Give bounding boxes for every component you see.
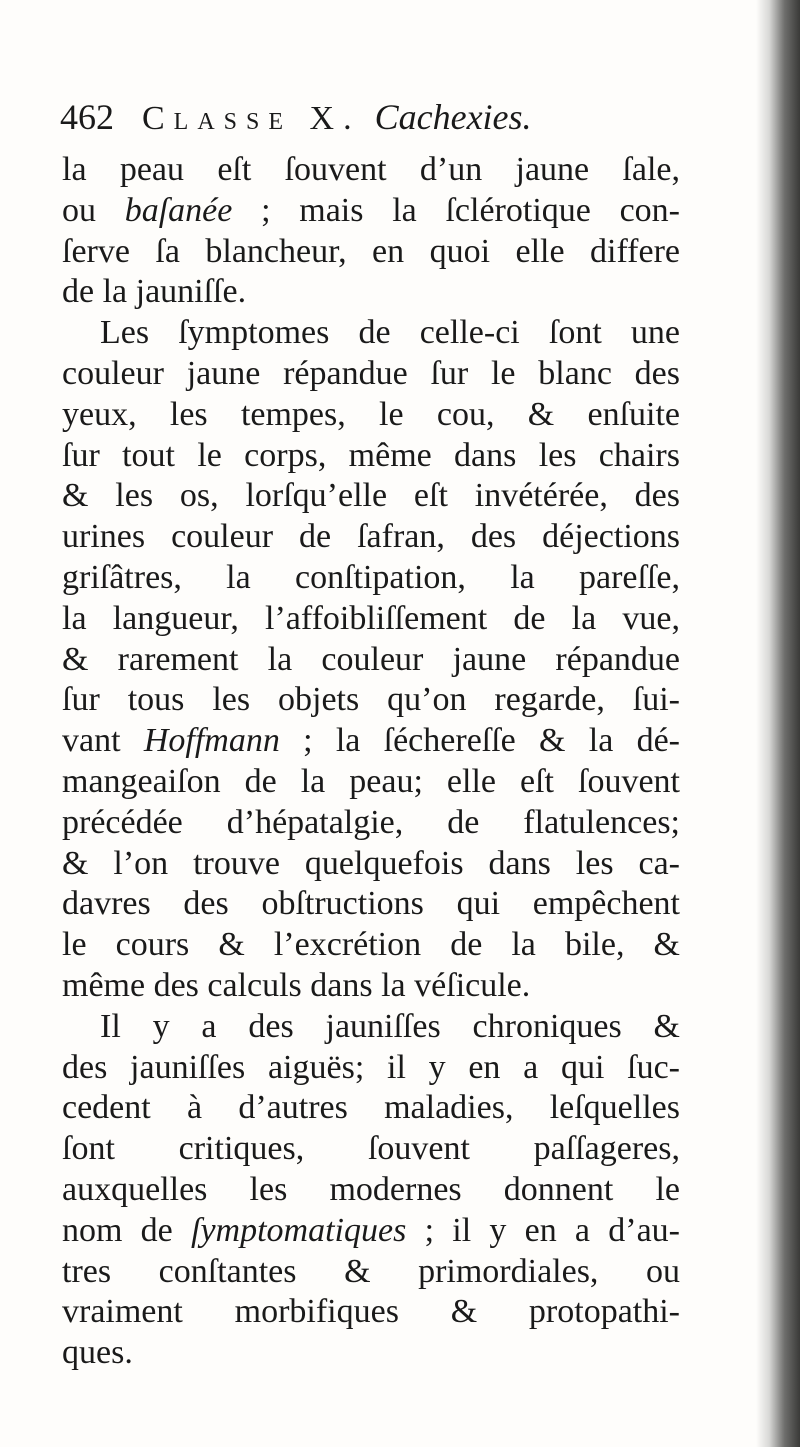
text-line: la peau eſt ſouvent d’un jaune ſale,: [62, 151, 680, 188]
text-line: vraiment morbifiques & protopathi-: [62, 1293, 680, 1331]
text-line: la langueur, l’affoibliſſement de la vue,: [62, 599, 680, 637]
text-line: griſâtres, la conſtipation, la pareſſe,: [62, 558, 680, 596]
paragraph: [62, 150, 680, 313]
page-edge-shadow: [756, 0, 800, 1447]
text-line: ſur tous les objets qu’on regarde, ſui-: [62, 681, 680, 719]
text-line: le cours & l’excrétion de la bile, &: [62, 926, 680, 964]
text-line: ſerve ſa blancheur, en quoi elle differe: [62, 232, 680, 270]
text-line: de la jauniſſe.: [62, 273, 247, 311]
text-line: auxquelles les modernes donnent le: [62, 1170, 680, 1208]
text-line: urines couleur de ſafran, des déjections: [62, 518, 680, 556]
paragraph: [62, 313, 680, 1007]
italic-word: Hoffmann: [143, 722, 280, 760]
paragraph: [62, 1007, 680, 1374]
text-line: mangeaiſon de la peau; elle eſt ſouvent: [62, 762, 680, 800]
class-title: Classe X.: [142, 100, 361, 137]
italic-word: ſymptomatiques: [191, 1211, 407, 1249]
text-line: Les ſymptomes de celle-ci ſont une: [100, 314, 680, 352]
text-line: ques.: [62, 1334, 133, 1372]
running-header: [60, 96, 700, 150]
body-text: [62, 150, 680, 1374]
text-line: vant Hoffmann ; la ſéchereſſe & la dé-: [62, 722, 680, 760]
section-title: Cachexies.: [374, 97, 532, 137]
text-line: Il y a des jauniſſes chroniques &: [100, 1007, 680, 1045]
text-line: précédée d’hépatalgie, de flatulences;: [62, 803, 680, 841]
italic-word: baſanée: [124, 191, 233, 229]
text-line: couleur jaune répandue ſur le blanc des: [62, 354, 680, 392]
text-line: davres des obſtructions qui empêchent: [62, 885, 680, 923]
text-line: & les os, lorſqu’elle eſt invétérée, des: [62, 477, 680, 515]
text-line: ſur tout le corps, même dans les chairs: [62, 436, 680, 474]
text-line: yeux, les tempes, le cou, & enſuite: [62, 395, 680, 433]
text-line: ſont critiques, ſouvent paſſageres,: [62, 1130, 680, 1168]
text-line: cedent à d’autres maladies, leſquelles: [62, 1089, 680, 1127]
text-line: & rarement la couleur jaune répandue: [62, 640, 680, 678]
text-line: ou baſanée ; mais la ſclérotique con-: [62, 191, 680, 229]
text-line: tres conſtantes & primordiales, ou: [62, 1252, 680, 1290]
text-line: même des calculs dans la véſicule.: [62, 966, 531, 1004]
text-line: nom de ſymptomatiques ; il y en a d’au-: [62, 1211, 680, 1249]
text-line: des jauniſſes aiguës; il y en a qui ſuc-: [62, 1048, 680, 1086]
text-line: & l’on trouve quelquefois dans les ca-: [62, 844, 680, 882]
page-number: 462: [60, 97, 114, 137]
